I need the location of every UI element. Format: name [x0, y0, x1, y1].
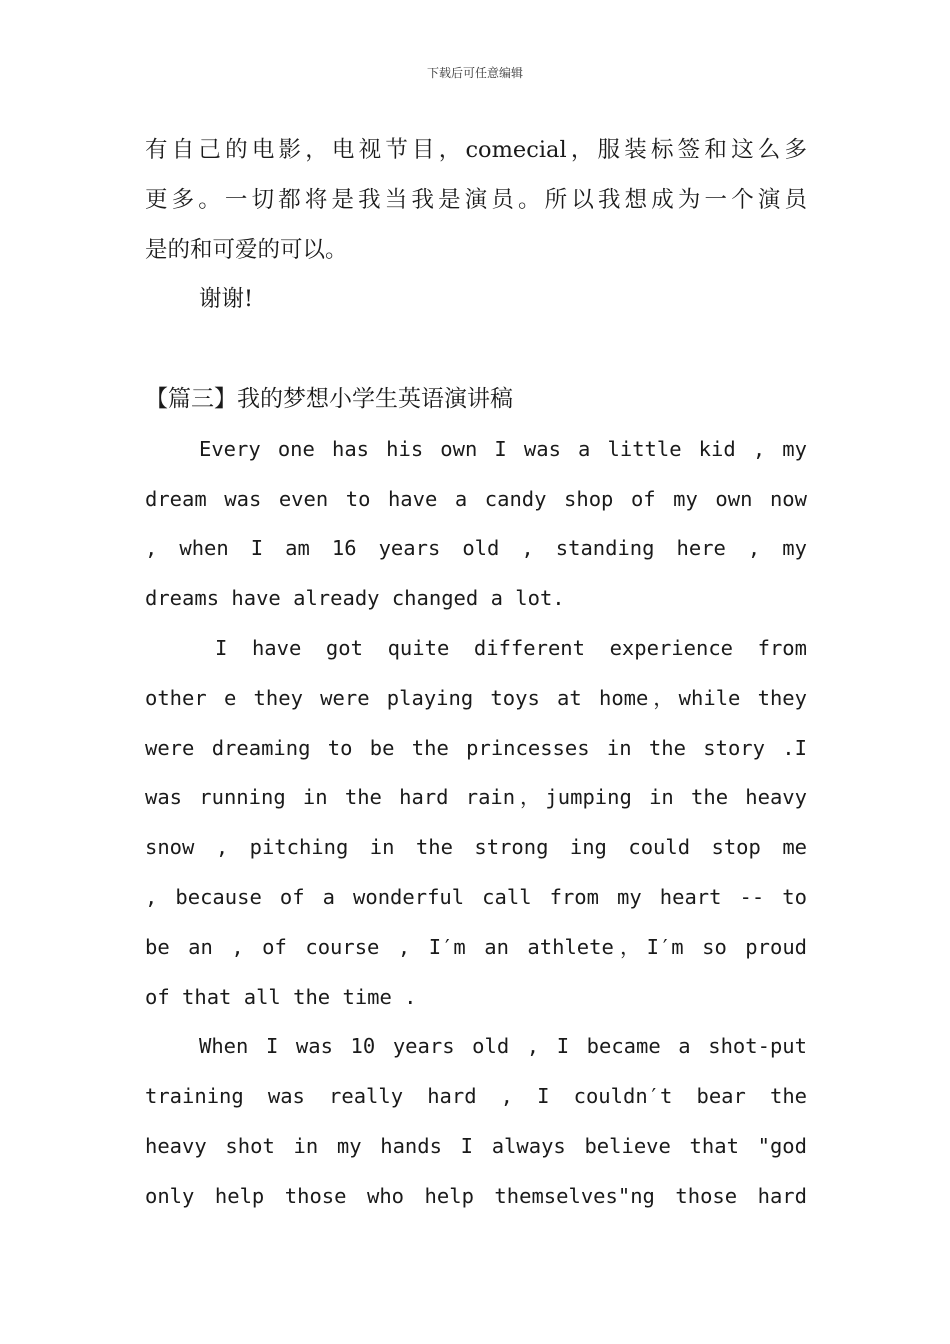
text-line: be an , of course , I′m an athlete，I′m so proud — [145, 934, 807, 959]
text-line: When I was 10 years old , I became a shot-put — [199, 1034, 807, 1059]
thanks-text: 谢谢! — [199, 286, 254, 313]
paragraph-intro — [145, 425, 807, 624]
spacer — [145, 325, 807, 375]
text-line: other e they were playing toys at home，while they — [145, 685, 807, 710]
text-line: were dreaming to be the princesses in the story .I — [145, 735, 807, 760]
text-line: dream was even to have a candy shop of my own now — [145, 486, 807, 511]
paragraph-thanks — [145, 275, 807, 325]
text-line: dreams have already changed a lot. — [145, 586, 565, 611]
document-body — [145, 126, 807, 1222]
text-line: heavy shot in my hands I always believe that "god — [145, 1133, 807, 1158]
text-line: snow , pitching in the strong ing could stop me — [145, 835, 807, 860]
text-line: , when I am 16 years old , standing here , my — [145, 536, 807, 561]
text-line: of that all the time . — [145, 984, 417, 1009]
paragraph-shot-put — [145, 1022, 807, 1221]
paragraph-experience — [145, 624, 807, 1022]
paragraph-actor-dream — [145, 126, 807, 275]
text-line: 有自己的电影，电视节目，comecial，服装标签和这么多 — [145, 137, 807, 163]
text-line: I have got quite different experience from — [215, 635, 807, 660]
text-line: 是的和可爱的可以。 — [145, 236, 348, 263]
text-line: only help those who help themselves"ng those hard — [145, 1183, 807, 1208]
section-title: 【篇三】我的梦想小学生英语演讲稿 — [145, 385, 513, 412]
text-line: was running in the hard rain，jumping in the heavy — [145, 785, 807, 810]
text-line: training was really hard , I couldn′t bear the — [145, 1084, 807, 1109]
text-line: 更多。一切都将是我当我是演员。所以我想成为一个演员 — [145, 186, 807, 213]
page-header: 下载后可任意编辑 — [426, 66, 523, 80]
text-line: , because of a wonderful call from my heart -- to — [145, 884, 807, 909]
text-line: Every one has his own I was a little kid , my — [199, 436, 807, 461]
